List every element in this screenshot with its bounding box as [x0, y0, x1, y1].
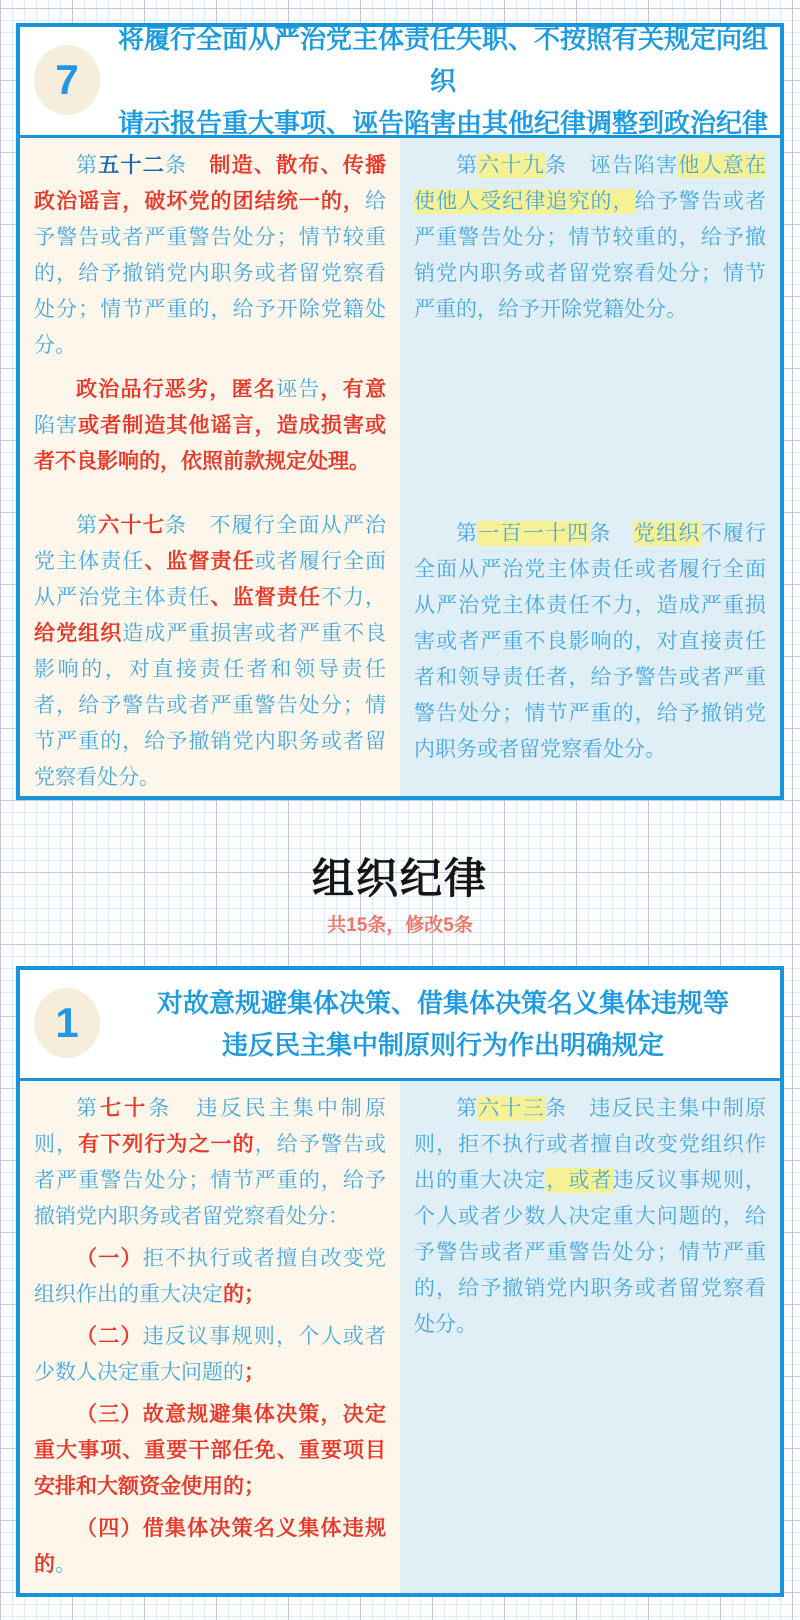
card-1-new-rule-column — [400, 1081, 780, 1593]
emphasis-red-text: ； — [244, 1361, 265, 1384]
rule-paragraph — [34, 508, 386, 796]
badge-number: 7 — [55, 56, 79, 103]
emphasis-red-text: 、监督责任 — [210, 586, 321, 609]
rule-card-7 — [16, 23, 784, 800]
rule-paragraph — [34, 1397, 386, 1505]
body-text: 或者履行全面从严治党主体责任 — [34, 550, 387, 609]
body-text: 第 — [456, 522, 479, 545]
body-text: 第 — [76, 154, 99, 177]
card-1-header — [20, 970, 780, 1078]
emphasis-red-text: 给党组织 — [34, 622, 123, 645]
body-text: 条 不履行全面从严治党主体责任 — [34, 514, 387, 573]
body-text: 造成严重损害或者严重不良影响的，对直接责任者和领导责任者，给予警告或者严重警告处分；情节严重的，给予撤销党内职务或者留党察看处分。 — [34, 622, 387, 789]
body-text: 条 违反民主集中制原则， — [34, 1097, 387, 1156]
card-7-badge — [34, 45, 100, 115]
section-subtitle: 共15条，修改5条 — [327, 915, 473, 936]
card-7-old-rule-column — [20, 138, 400, 796]
body-text: 第 — [456, 154, 479, 177]
body-text: 给予警告或者严重警告处分；情节较重的，给予撤销党内职务或者留党察看处分；情节严重的，给予开除党籍处分。 — [34, 190, 386, 357]
body-text: 。 — [55, 1553, 76, 1576]
card-7-comparison — [20, 135, 780, 796]
body-text: 五十二 — [98, 154, 165, 177]
body-text: 诬告 — [276, 378, 321, 401]
rule-card-1 — [16, 966, 784, 1597]
section-heading — [0, 856, 800, 937]
card-title-line-1: 对故意规避集体决策、借集体决策名义集体违规等 — [156, 988, 729, 1018]
card-title-line-2: 违反民主集中制原则行为作出明确规定 — [221, 1030, 664, 1060]
rule-paragraph — [414, 148, 766, 328]
card-title-line-2: 请示报告重大事项、诬告陷害由其他纪律调整到政治纪律 — [117, 108, 768, 138]
rule-paragraph — [414, 516, 766, 768]
emphasis-red-text: 有下列行为之一的 — [78, 1133, 255, 1156]
section-title: 组织纪律 — [311, 857, 488, 903]
rule-paragraph — [34, 1241, 386, 1313]
emphasis-red-text: 政治品行恶劣，匿名 — [76, 378, 277, 401]
card-title-line-1: 将履行全面从严治党主体责任失职、不按照有关规定向组织 — [117, 24, 768, 96]
highlighted-text: 六十三 — [478, 1097, 545, 1120]
card-7-title — [106, 18, 780, 144]
body-text: 给予警告或者严重警告处分；情节较重的，给予撤销党内职务或者留党察看处分；情节严重的，给予开除党籍处分。 — [414, 190, 767, 321]
highlighted-text: 六十九 — [478, 154, 545, 177]
card-1-comparison — [20, 1078, 780, 1593]
highlighted-text: 他人意在使他人受纪律追究的， — [414, 154, 767, 213]
card-1-badge — [34, 988, 100, 1058]
card-7-header — [20, 24, 780, 138]
rule-paragraph — [34, 1511, 386, 1583]
body-text: 条 违反民主集中制原则，拒不执行或者擅自改变党组织作出的重大决定 — [414, 1097, 767, 1192]
emphasis-red-text: 的； — [223, 1283, 265, 1306]
highlighted-text: ，或者 — [546, 1169, 613, 1192]
rule-paragraph — [34, 372, 386, 480]
emphasis-red-text: （二） — [76, 1325, 143, 1348]
body-text: 违反议事规则，个人或者少数人决定重大问题的 — [34, 1325, 387, 1384]
rule-paragraph — [34, 1091, 386, 1235]
card-1-title — [106, 982, 780, 1066]
rule-paragraph — [34, 1319, 386, 1391]
body-text: 第 — [76, 1097, 101, 1120]
body-text: ，给予警告或者严重警告处分；情节严重的，给予撤销党内职务或者留党察看处分： — [34, 1133, 387, 1228]
emphasis-red-text: 、监督责任 — [144, 550, 255, 573]
emphasis-red-text: （四）借集体决策名义集体违规的 — [34, 1517, 386, 1576]
emphasis-red-text: 或者制造其他谣言，造成损害或者不良影响的，依照前款规定处理。 — [34, 414, 387, 473]
emphasis-red-text: （三）故意规避集体决策，决定重大事项、重要干部任免、重要项目安排和大额资金使用的； — [34, 1403, 386, 1498]
emphasis-red-text: 六十七 — [98, 514, 165, 537]
body-text: 第 — [456, 1097, 479, 1120]
body-text: 不力， — [320, 586, 387, 609]
body-text: 拒不执行或者擅自改变党组织作出的重大决定 — [34, 1247, 387, 1306]
body-text: 第 — [76, 514, 99, 537]
body-text: 条 — [164, 154, 210, 177]
highlighted-text: 一百一十四 — [478, 522, 590, 545]
body-text: 陷害 — [34, 414, 79, 437]
card-1-old-rule-column — [20, 1081, 400, 1593]
badge-number: 1 — [55, 999, 79, 1046]
emphasis-red-text: 七十 — [100, 1097, 149, 1120]
emphasis-red-text: （一） — [76, 1247, 143, 1270]
rule-paragraph — [414, 1091, 766, 1343]
highlighted-text: 党组织 — [633, 522, 701, 545]
card-7-new-rule-column — [400, 138, 780, 796]
body-text: 不履行全面从严治党主体责任或者履行全面从严治党主体责任不力，造成严重损害或者严重不良影响的，对直接责任者和领导责任者，给予警告或者严重警告处分；情节严重的，给予撤销党内职务或者留党察看处分。 — [414, 522, 767, 761]
body-text: 条 — [589, 522, 634, 545]
emphasis-red-text: ，有意 — [320, 378, 387, 401]
body-text: 违反议事规则，个人或者少数人决定重大问题的，给予警告或者严重警告处分；情节严重的，给予撤销党内职务或者留党察看处分。 — [414, 1169, 767, 1336]
rule-paragraph — [34, 148, 386, 364]
emphasis-red-text: 制造、散布、传播政治谣言，破坏党的团结统一的， — [34, 154, 387, 213]
body-text: 条 诬告陷害 — [544, 154, 679, 177]
